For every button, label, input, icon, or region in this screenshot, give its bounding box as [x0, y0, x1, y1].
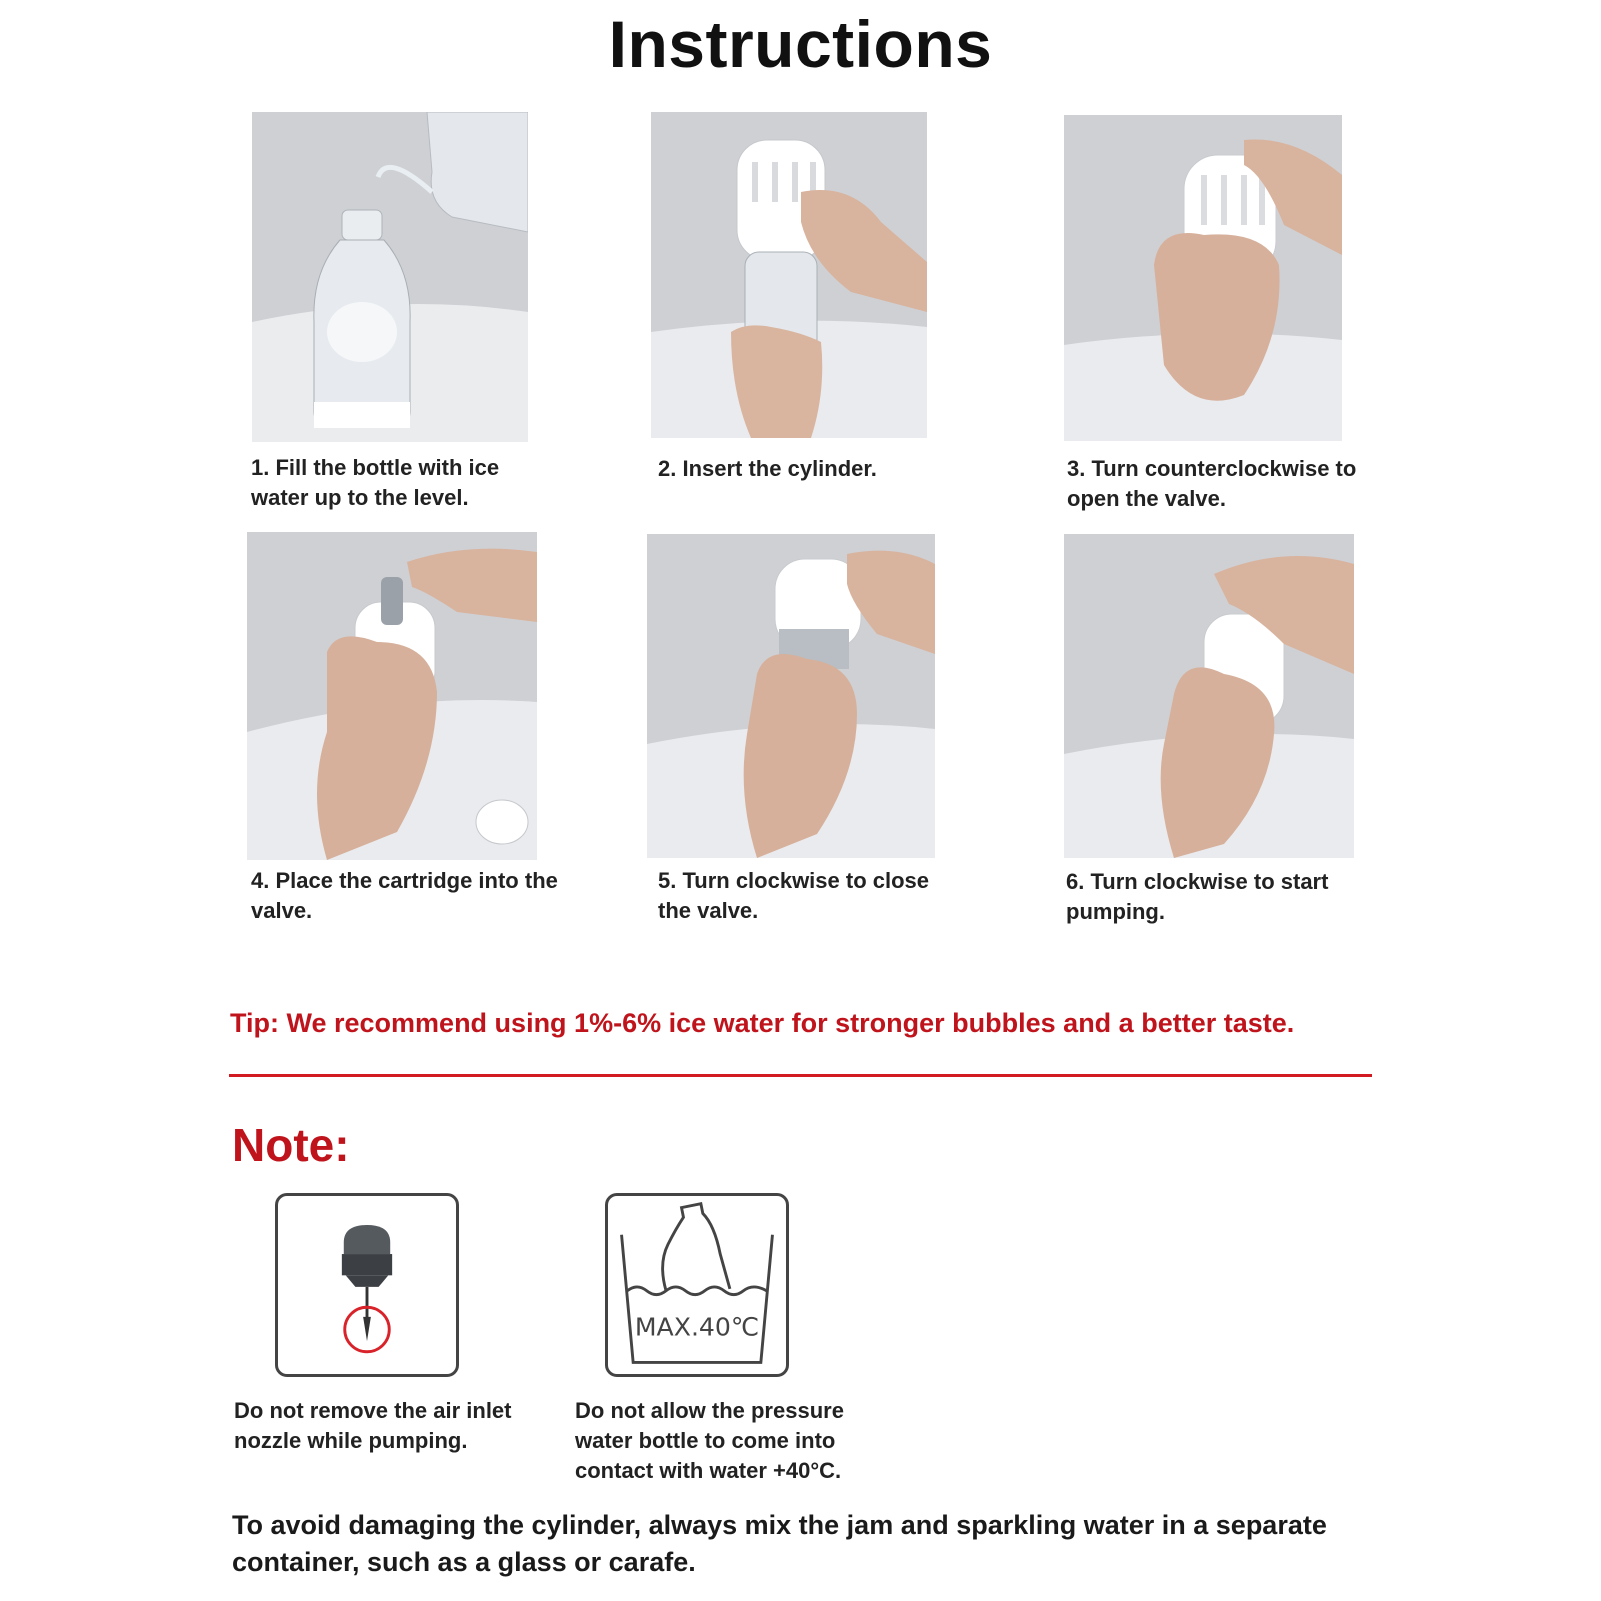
note-2-text: Do not allow the pressure water bottle to come into contact with water +40°C. — [575, 1398, 844, 1483]
nozzle-warning-icon — [275, 1193, 459, 1377]
step-6-photo — [1064, 534, 1354, 858]
hot-water-bottle-icon — [605, 1193, 789, 1377]
step-1-photo — [252, 112, 528, 442]
step-4-caption: 4. Place the cartridge into the valve. — [251, 868, 558, 923]
step-3-photo — [1064, 115, 1342, 441]
step-3-caption: 3. Turn counterclockwise to open the valve. — [1067, 456, 1357, 511]
page-title: Instructions — [608, 7, 993, 81]
step-2-photo — [651, 112, 927, 438]
step-5-caption: 5. Turn clockwise to close the valve. — [658, 868, 930, 923]
footer-warning: To avoid damaging the cylinder, always mix the jam and sparkling water in a separate container, such as a glass or carafe. — [232, 1510, 1327, 1577]
step-2-caption: 2. Insert the cylinder. — [658, 456, 877, 481]
max-temp-label: MAX.40℃ — [634, 1312, 760, 1342]
tip-text: Tip: We recommend using 1%-6% ice water for stronger bubbles and a better taste. — [230, 1008, 1295, 1038]
step-4-photo — [247, 532, 537, 860]
note-1-text: Do not remove the air inlet nozzle while pumping. — [234, 1398, 512, 1453]
step-6-caption: 6. Turn clockwise to start pumping. — [1066, 869, 1329, 924]
step-5-photo — [647, 534, 935, 858]
divider-line — [229, 1074, 1372, 1077]
step-1-caption: 1. Fill the bottle with ice water up to the level. — [251, 455, 500, 510]
note-title: Note: — [232, 1119, 350, 1171]
